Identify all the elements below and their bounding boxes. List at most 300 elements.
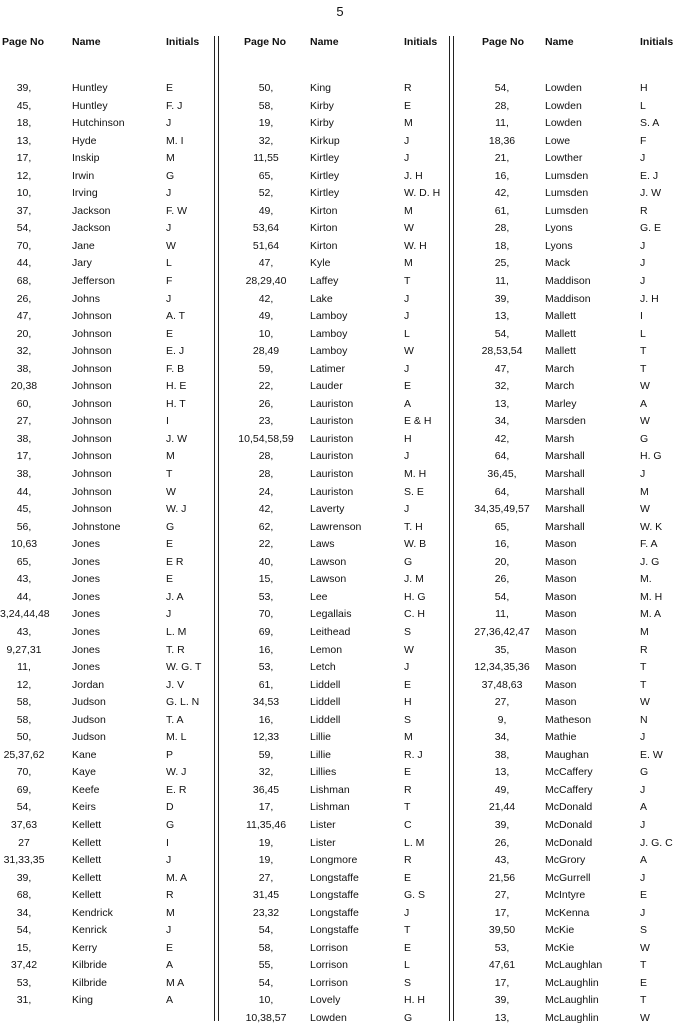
initials-cell: J xyxy=(640,468,646,481)
index-rows xyxy=(230,80,440,1028)
initials-cell: D xyxy=(166,801,174,814)
page-no-cell: 65, xyxy=(16,555,32,568)
name-cell: Lumsden xyxy=(545,169,589,182)
table-row xyxy=(466,133,680,151)
initials-cell: M xyxy=(404,257,413,270)
name-cell: McCaffery xyxy=(545,766,593,779)
initials-cell: E & H xyxy=(404,415,432,428)
name-cell: Marley xyxy=(545,397,577,410)
initials-cell: F. B xyxy=(166,362,185,375)
name-cell: Lovely xyxy=(310,994,341,1007)
page-no-cell: 31,45 xyxy=(252,889,280,902)
table-row xyxy=(0,203,212,221)
page-no-cell: 10,54,58,59 xyxy=(238,432,294,445)
table-row xyxy=(466,185,680,203)
initials-cell: J xyxy=(166,292,172,305)
page-no-cell: 28,29,40 xyxy=(245,275,287,288)
table-row xyxy=(0,238,212,256)
table-row xyxy=(230,694,440,712)
column-divider xyxy=(214,36,219,1021)
name-cell: Hutchinson xyxy=(72,117,125,130)
initials-cell: J xyxy=(404,661,410,674)
initials-cell: J. H xyxy=(640,292,659,305)
page-no-cell: 39, xyxy=(494,994,510,1007)
name-cell: King xyxy=(72,994,94,1007)
name-cell: Mack xyxy=(545,257,571,270)
table-row xyxy=(230,168,440,186)
page-no-cell: 37,42 xyxy=(10,959,38,972)
initials-cell: M xyxy=(166,450,175,463)
column-header xyxy=(230,36,440,56)
initials-cell: W. D. H xyxy=(404,187,441,200)
table-row xyxy=(0,817,212,835)
page-no-cell: 12, xyxy=(16,678,32,691)
initials-cell: H xyxy=(640,82,648,94)
table-row xyxy=(466,677,680,695)
page-no-cell: 38, xyxy=(16,362,32,375)
name-cell: Marshall xyxy=(545,520,585,533)
name-cell: Lauriston xyxy=(310,485,354,498)
page-no-cell: 53, xyxy=(16,976,32,989)
page-no-cell: 64, xyxy=(494,450,510,463)
name-cell: Mason xyxy=(545,625,577,638)
initials-cell: J xyxy=(640,239,646,252)
page-no-cell: 31, xyxy=(16,994,32,1007)
table-row xyxy=(466,606,680,624)
page-no-cell: 45, xyxy=(16,503,32,516)
table-row xyxy=(0,571,212,589)
name-cell: Jones xyxy=(72,643,101,656)
table-row xyxy=(466,992,680,1010)
table-row xyxy=(466,168,680,186)
initials-cell: W. J xyxy=(166,503,187,516)
page-no-cell: 32, xyxy=(494,380,510,393)
name-cell: Jary xyxy=(72,257,92,270)
page-no-cell: 24, xyxy=(258,485,274,498)
table-row xyxy=(0,150,212,168)
page-no-cell: 44, xyxy=(16,485,32,498)
page-no-cell: 15, xyxy=(16,941,32,954)
name-cell: Kirtley xyxy=(310,169,340,182)
initials-cell: S xyxy=(640,924,648,937)
initials-cell: J xyxy=(640,871,646,884)
name-cell: Longstaffe xyxy=(310,924,359,937)
page-no-cell: 16, xyxy=(494,538,510,551)
page-no-cell: 19, xyxy=(258,854,274,867)
name-cell: Kirton xyxy=(310,222,338,235)
page-no-cell: 28, xyxy=(494,99,510,112)
table-row xyxy=(230,887,440,905)
initials-cell: A xyxy=(404,397,412,410)
page-no-cell: 32, xyxy=(258,134,274,147)
name-cell: Johnson xyxy=(72,310,112,323)
table-row xyxy=(466,255,680,273)
name-cell: Kyle xyxy=(310,257,331,270)
table-row xyxy=(0,589,212,607)
table-row xyxy=(230,642,440,660)
page-no-cell: 10, xyxy=(16,187,32,200)
page-no-cell: 32, xyxy=(258,766,274,779)
page-no-cell: 9,27,31 xyxy=(6,643,42,656)
page-no-cell: 37,63 xyxy=(10,818,38,831)
page-no-cell: 35, xyxy=(494,643,510,656)
table-row xyxy=(0,501,212,519)
name-cell: Irwin xyxy=(72,169,95,182)
table-row xyxy=(0,799,212,817)
initials-cell: J xyxy=(404,292,410,305)
name-cell: Lumsden xyxy=(545,204,589,217)
initials-cell: F. W xyxy=(166,204,187,217)
initials-cell: J xyxy=(640,275,646,288)
name-cell: Kirkup xyxy=(310,134,340,147)
initials-cell: T. H xyxy=(404,520,423,533)
table-row xyxy=(0,922,212,940)
initials-cell: C. H xyxy=(404,608,425,621)
initials-cell: J. V xyxy=(166,678,185,691)
initials-cell: W xyxy=(404,345,414,358)
name-cell: Jones xyxy=(72,625,101,638)
name-cell: March xyxy=(545,362,575,375)
initials-cell: W xyxy=(640,380,650,393)
page-no-cell: 42, xyxy=(494,432,510,445)
table-row xyxy=(0,642,212,660)
initials-cell: J. H xyxy=(404,169,423,182)
page-no-cell: 45, xyxy=(16,99,32,112)
initials-cell: E. J xyxy=(640,169,659,182)
page-no-cell: 50, xyxy=(258,82,274,94)
table-row xyxy=(466,887,680,905)
table-row xyxy=(0,536,212,554)
page-no-cell: 20,38 xyxy=(10,380,38,393)
name-cell: Mathie xyxy=(545,731,577,744)
page-no-cell: 11, xyxy=(495,117,509,130)
name-cell: Judson xyxy=(72,731,106,744)
table-row xyxy=(466,1010,680,1028)
name-cell: Lawson xyxy=(310,573,347,586)
initials-cell: S xyxy=(404,713,412,726)
name-cell: Kellett xyxy=(72,854,102,867)
initials-cell: G xyxy=(640,766,649,779)
name-cell: Lyons xyxy=(545,222,573,235)
page-no-cell: 54, xyxy=(494,82,510,94)
initials-cell: E xyxy=(404,871,412,884)
table-row xyxy=(466,203,680,221)
table-row xyxy=(230,659,440,677)
initials-cell: G xyxy=(166,169,175,182)
table-row xyxy=(466,694,680,712)
initials-cell: L xyxy=(640,99,646,112)
table-row xyxy=(466,905,680,923)
initials-cell: J xyxy=(166,222,172,235)
name-cell: Longstaffe xyxy=(310,906,359,919)
table-row xyxy=(466,729,680,747)
initials-cell: E xyxy=(166,538,174,551)
initials-cell: J xyxy=(166,608,172,621)
page-no-cell: 42, xyxy=(494,187,510,200)
initials-cell: S. E xyxy=(404,485,424,498)
name-cell: Marshall xyxy=(545,450,585,463)
initials-cell: H xyxy=(404,432,412,445)
page-no-cell: 11,35,46 xyxy=(245,818,287,831)
name-cell: Kellett xyxy=(72,871,102,884)
table-row xyxy=(0,168,212,186)
name-header: Name xyxy=(310,36,339,48)
name-cell: Judson xyxy=(72,696,106,709)
name-cell: Liddell xyxy=(310,713,341,726)
table-row xyxy=(230,448,440,466)
name-cell: McKie xyxy=(545,924,575,937)
table-row xyxy=(230,185,440,203)
page-no-cell: 13, xyxy=(494,766,510,779)
initials-cell: J xyxy=(166,117,172,130)
page-no-cell: 12, xyxy=(16,169,32,182)
initials-cell: I xyxy=(166,415,169,428)
table-row xyxy=(0,133,212,151)
name-cell: McLaughlin xyxy=(545,976,599,989)
initials-cell: E xyxy=(404,941,412,954)
initials-cell: M A xyxy=(166,976,185,989)
table-row xyxy=(466,413,680,431)
name-cell: Mallett xyxy=(545,345,576,358)
name-cell: Lamboy xyxy=(310,310,348,323)
table-row xyxy=(466,431,680,449)
name-cell: Johnson xyxy=(72,397,112,410)
name-cell: Jackson xyxy=(72,204,111,217)
table-row xyxy=(230,905,440,923)
name-cell: King xyxy=(310,82,332,94)
page-no-cell: 43, xyxy=(16,573,32,586)
initials-cell: E. J xyxy=(166,345,185,358)
page-no-cell: 27, xyxy=(494,889,510,902)
page-no-cell: 26, xyxy=(494,573,510,586)
table-row xyxy=(466,343,680,361)
name-cell: Johnson xyxy=(72,468,112,481)
page-no-cell: 18, xyxy=(494,239,510,252)
name-cell: Judson xyxy=(72,713,106,726)
initials-cell: J xyxy=(640,906,646,919)
initials-cell: A. T xyxy=(166,310,186,323)
page-no-cell: 56, xyxy=(16,520,32,533)
page-no-cell: 42, xyxy=(258,503,274,516)
name-cell: Legallais xyxy=(310,608,352,621)
name-cell: Lishman xyxy=(310,801,350,814)
name-cell: Lauriston xyxy=(310,415,354,428)
table-row xyxy=(0,905,212,923)
initials-cell: S. A xyxy=(640,117,660,130)
name-cell: Inskip xyxy=(72,152,100,165)
table-row xyxy=(466,764,680,782)
page-no-cell: 21,56 xyxy=(488,871,516,884)
page-no-cell: 47,61 xyxy=(488,959,516,972)
initials-cell: A xyxy=(640,801,648,814)
table-row xyxy=(466,975,680,993)
table-row xyxy=(466,852,680,870)
table-row xyxy=(0,677,212,695)
name-cell: Johnson xyxy=(72,380,112,393)
name-cell: Johns xyxy=(72,292,101,305)
initials-cell: A xyxy=(640,854,648,867)
table-row xyxy=(466,571,680,589)
initials-cell: W. H xyxy=(404,239,427,252)
page-no-cell: 13, xyxy=(494,310,510,323)
table-row xyxy=(0,431,212,449)
page-no-cell: 42, xyxy=(258,292,274,305)
name-cell: Lillies xyxy=(310,766,337,779)
name-cell: Lyons xyxy=(545,239,573,252)
table-row xyxy=(466,396,680,414)
initials-cell: E xyxy=(166,82,174,94)
table-row xyxy=(466,220,680,238)
table-row xyxy=(0,343,212,361)
page-no-cell: 17, xyxy=(494,906,510,919)
name-cell: Lowther xyxy=(545,152,583,165)
name-cell: Lee xyxy=(310,590,328,603)
initials-cell: J. A xyxy=(166,590,184,603)
initials-cell: T xyxy=(640,959,647,972)
table-row xyxy=(466,712,680,730)
name-cell: Johnson xyxy=(72,485,112,498)
name-cell: Jefferson xyxy=(72,275,115,288)
table-row xyxy=(0,273,212,291)
table-row xyxy=(466,150,680,168)
initials-cell: R xyxy=(404,854,412,867)
page-no-cell: 54, xyxy=(258,924,274,937)
page-no-cell: 34, xyxy=(16,906,32,919)
name-cell: Irving xyxy=(72,187,98,200)
table-row xyxy=(0,115,212,133)
name-cell: Liddell xyxy=(310,696,341,709)
table-row xyxy=(230,870,440,888)
initials-cell: L xyxy=(640,327,646,340)
name-cell: Lawson xyxy=(310,555,347,568)
table-row xyxy=(466,519,680,537)
name-cell: Maddison xyxy=(545,275,591,288)
page-no-cell: 49, xyxy=(258,310,274,323)
table-row xyxy=(0,992,212,1010)
table-row xyxy=(230,98,440,116)
initials-cell: W. B xyxy=(404,538,427,551)
name-cell: Mallett xyxy=(545,310,576,323)
page-no-cell: 43, xyxy=(16,625,32,638)
name-cell: Hyde xyxy=(72,134,97,147)
initials-cell: M. H xyxy=(640,590,663,603)
initials-cell: J xyxy=(404,906,410,919)
page-no-cell: 68, xyxy=(16,889,32,902)
table-row xyxy=(0,326,212,344)
initials-cell: N xyxy=(640,713,648,726)
name-cell: Mallett xyxy=(545,327,576,340)
name-cell: Mason xyxy=(545,661,577,674)
table-row xyxy=(0,975,212,993)
name-cell: Jones xyxy=(72,661,101,674)
name-cell: Kendrick xyxy=(72,906,113,919)
name-cell: Lauriston xyxy=(310,468,354,481)
initials-cell: J. G. C xyxy=(640,836,673,849)
page-no-cell: 15, xyxy=(258,573,274,586)
name-header: Name xyxy=(545,36,574,48)
table-row xyxy=(466,554,680,572)
initials-cell: M xyxy=(640,485,649,498)
name-cell: McDonald xyxy=(545,836,593,849)
page-no-cell: 9, xyxy=(497,713,507,726)
name-cell: Longstaffe xyxy=(310,889,359,902)
table-row xyxy=(0,80,212,98)
name-cell: Lishman xyxy=(310,783,350,796)
page-no-cell: 28, xyxy=(258,468,274,481)
initials-cell: L xyxy=(404,959,410,972)
table-row xyxy=(230,203,440,221)
page-no-cell: 39, xyxy=(16,871,32,884)
index-column-2 xyxy=(230,36,441,1024)
name-cell: Kaye xyxy=(72,766,96,779)
name-cell: Latimer xyxy=(310,362,346,375)
initials-cell: E xyxy=(404,380,412,393)
initials-cell: T. A xyxy=(166,713,184,726)
name-cell: Lauriston xyxy=(310,397,354,410)
table-row xyxy=(466,484,680,502)
name-cell: Leithead xyxy=(310,625,351,638)
page-no-cell: 54, xyxy=(16,801,32,814)
page-no-cell: 69, xyxy=(258,625,274,638)
initials-cell: J xyxy=(404,450,410,463)
table-row xyxy=(230,396,440,414)
table-row xyxy=(0,448,212,466)
table-row xyxy=(466,466,680,484)
column-divider xyxy=(449,36,454,1021)
page-no-cell: 22, xyxy=(258,538,274,551)
page-no-cell: 49, xyxy=(494,783,510,796)
table-row xyxy=(0,308,212,326)
table-row xyxy=(230,378,440,396)
name-cell: Maughan xyxy=(545,748,589,761)
page-no-cell: 27 xyxy=(18,836,30,849)
name-cell: Kane xyxy=(72,748,97,761)
page-no-cell: 70, xyxy=(16,239,32,252)
page-no-cell: 53,64 xyxy=(252,222,280,235)
table-row xyxy=(230,343,440,361)
initials-cell: L. M xyxy=(404,836,425,849)
name-cell: Kirtley xyxy=(310,187,340,200)
page-no-cell: 59, xyxy=(258,748,274,761)
initials-cell: J xyxy=(640,152,646,165)
page-no-cell: 38, xyxy=(16,468,32,481)
page-no-cell: 34,35,49,57 xyxy=(474,503,530,516)
initials-cell: M xyxy=(166,152,175,165)
page-no-cell: 25, xyxy=(494,257,510,270)
table-row xyxy=(230,764,440,782)
name-cell: Maddison xyxy=(545,292,591,305)
name-cell: Kilbride xyxy=(72,959,108,972)
table-row xyxy=(466,957,680,975)
name-cell: Letch xyxy=(310,661,336,674)
initials-cell: M xyxy=(166,906,175,919)
page-no-cell: 31,33,35 xyxy=(3,854,45,867)
page-no-cell: 17, xyxy=(258,801,274,814)
initials-cell: R xyxy=(404,783,412,796)
table-row xyxy=(466,448,680,466)
initials-cell: I xyxy=(640,310,643,323)
table-row xyxy=(0,255,212,273)
page-no-cell: 70, xyxy=(258,608,274,621)
page-no-cell: 49, xyxy=(258,204,274,217)
page-no-cell: 28,53,54 xyxy=(481,345,523,358)
table-row xyxy=(230,326,440,344)
table-row xyxy=(230,817,440,835)
initials-cell: T xyxy=(640,994,647,1007)
initials-cell: J xyxy=(166,854,172,867)
initials-cell: W xyxy=(166,485,176,498)
table-row xyxy=(466,940,680,958)
